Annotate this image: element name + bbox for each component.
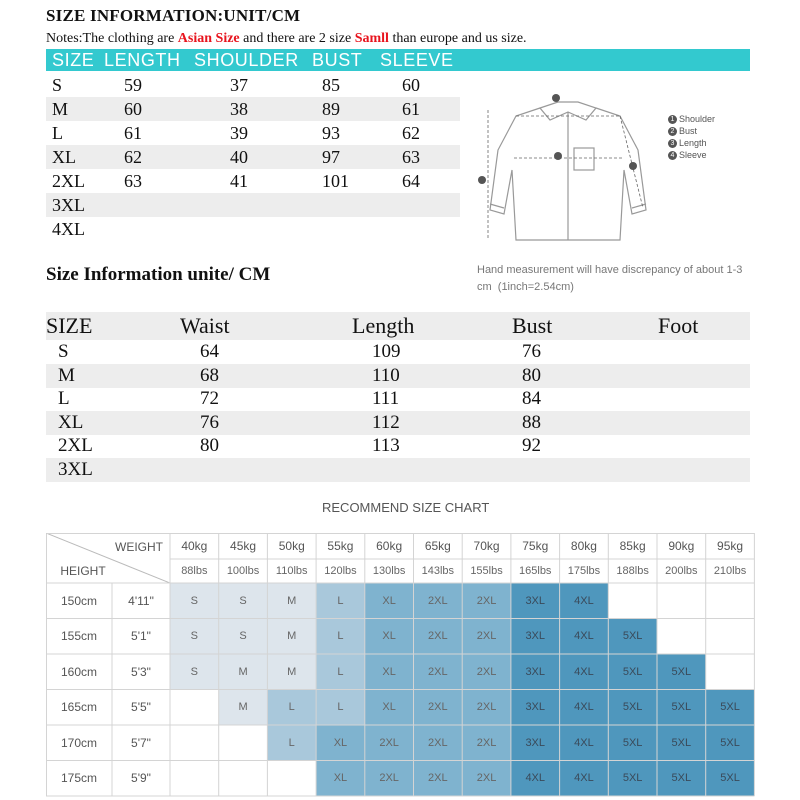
size-cell: 2XL	[414, 690, 463, 726]
height-ft-label: 5'1"	[131, 629, 151, 644]
size-cell	[657, 619, 706, 655]
size-cell: 4XL	[511, 761, 560, 797]
weight-label: WEIGHT	[115, 540, 163, 554]
size-value: 41	[230, 171, 248, 191]
size-cell: M	[219, 654, 268, 690]
legend-sleeve: 4 Sleeve	[668, 150, 707, 160]
size-cell: L	[267, 725, 316, 761]
size-cell: 3XL	[511, 619, 560, 655]
size-cell: 5XL	[657, 654, 706, 690]
size-label: S	[52, 75, 63, 95]
size-table-header	[46, 49, 750, 71]
size-value: 60	[402, 75, 420, 95]
size-value: 112	[372, 411, 400, 433]
height-ft-label: 5'7"	[131, 735, 151, 750]
size-cell: L	[316, 654, 365, 690]
height-ft-label: 5'9"	[131, 771, 151, 786]
weight-lbs-header: 175lbs	[567, 565, 601, 577]
size-cell: M	[219, 690, 268, 726]
size-cell: 2XL	[414, 654, 463, 690]
header-length: LENGTH	[104, 50, 181, 70]
header-shoulder: SHOULDER	[194, 50, 299, 70]
weight-lbs-header: 200lbs	[665, 565, 698, 577]
size-value: 84	[522, 388, 541, 410]
size-value: 60	[124, 99, 142, 119]
size-cell: M	[267, 654, 316, 690]
shirt-diagram	[468, 90, 668, 250]
size-cell	[219, 761, 268, 797]
header-size: SIZE	[52, 50, 95, 70]
size-cell	[706, 654, 755, 690]
size-cell: XL	[365, 619, 414, 655]
size-cell	[170, 725, 219, 761]
size-row	[46, 169, 460, 193]
size-label: M	[52, 99, 69, 119]
weight-lbs-header: 165lbs	[519, 565, 552, 577]
weight-lbs-header: 210lbs	[713, 565, 747, 577]
weight-lbs-header: 120lbs	[324, 565, 357, 577]
weight-lbs-header: 188lbs	[616, 565, 649, 577]
size-value: 40	[230, 147, 248, 167]
size-cell: XL	[316, 761, 365, 797]
size-cell: 5XL	[657, 725, 706, 761]
weight-kg-header: 55kg	[327, 539, 354, 553]
size-cell	[170, 690, 219, 726]
size-value: 97	[322, 147, 340, 167]
height-ft-label: 4'11"	[128, 593, 154, 608]
size-cell: 2XL	[462, 725, 511, 761]
header-sleeve: SLEEVE	[380, 50, 454, 70]
size-value: 89	[322, 99, 340, 119]
pants-size-row	[46, 411, 750, 435]
size-value: 111	[372, 388, 400, 410]
size-cell: 4XL	[560, 583, 609, 619]
size-cell	[608, 583, 657, 619]
size-cell: 2XL	[462, 619, 511, 655]
size-cell: L	[267, 690, 316, 726]
size-value: 64	[200, 341, 219, 362]
number-three-icon: 3	[668, 139, 677, 148]
size-cell: 3XL	[511, 654, 560, 690]
header-size: SIZE	[46, 313, 93, 338]
weight-lbs-header: 100lbs	[226, 565, 260, 577]
size-cell: XL	[316, 725, 365, 761]
size-cell: 5XL	[706, 690, 755, 726]
size-cell: XL	[365, 583, 414, 619]
size-value: 63	[402, 147, 420, 167]
size-value: 80	[522, 364, 541, 386]
legend-shoulder: 1 Shoulder	[668, 114, 715, 124]
weight-kg-header: 50kg	[278, 539, 305, 553]
height-cm-label: 150cm	[60, 593, 98, 608]
header-bust: Bust	[512, 313, 553, 338]
recommend-size-grid	[46, 533, 754, 796]
size-label: 2XL	[58, 435, 93, 457]
size-cell: S	[170, 583, 219, 619]
notes-text: Notes:The clothing are Asian Size and there are 2 size Samll than europe and us size.	[46, 31, 527, 46]
size-value: 72	[200, 388, 219, 410]
size-value: 38	[230, 99, 248, 119]
weight-kg-header: 70kg	[473, 539, 500, 553]
size-value: 68	[200, 364, 219, 386]
size-cell: 2XL	[414, 619, 463, 655]
height-ft-label: 5'5"	[131, 700, 151, 715]
size-cell: S	[219, 619, 268, 655]
size-cell: 5XL	[608, 725, 657, 761]
header-length: Length	[352, 313, 415, 338]
size-cell: M	[267, 583, 316, 619]
pants-size-row	[46, 434, 750, 458]
size-cell: 5XL	[657, 690, 706, 726]
size-value: 61	[124, 123, 142, 143]
height-ft-label: 5'3"	[131, 664, 151, 679]
size-cell: 5XL	[608, 654, 657, 690]
size-cell: 2XL	[365, 761, 414, 797]
legend-bust: 2 Bust	[668, 126, 697, 136]
number-one-icon: 1	[668, 115, 677, 124]
size-label: 3XL	[58, 459, 93, 480]
height-cm-label: 160cm	[60, 664, 98, 679]
size-cell: 3XL	[511, 725, 560, 761]
size-cell	[706, 583, 755, 619]
size-cell: 5XL	[608, 761, 657, 797]
size-label: 4XL	[52, 219, 85, 239]
number-two-icon: 2	[668, 127, 677, 136]
asian-size-highlight: Asian Size	[177, 31, 240, 46]
small-highlight: Samll	[354, 31, 389, 46]
size-cell: 2XL	[365, 725, 414, 761]
size-label: L	[52, 123, 63, 143]
header-bust: BUST	[312, 50, 363, 70]
size-cell: 4XL	[560, 619, 609, 655]
header-waist: Waist	[180, 313, 230, 338]
height-cm-label: 170cm	[60, 735, 98, 750]
size-value: 92	[522, 435, 541, 457]
height-cm-label: 165cm	[60, 700, 98, 715]
size-cell: S	[170, 619, 219, 655]
pants-size-row	[46, 387, 750, 411]
height-cm-label: 155cm	[60, 629, 98, 644]
weight-kg-header: 65kg	[424, 539, 451, 553]
size-cell: 4XL	[560, 725, 609, 761]
pants-size-row	[46, 364, 750, 388]
size-cell: 5XL	[608, 690, 657, 726]
pants-table-header	[46, 312, 750, 340]
size-label: 2XL	[52, 171, 85, 191]
size-info-unite-title: Size Information unite/ CM	[46, 264, 271, 285]
size-cell: 2XL	[462, 654, 511, 690]
size-value: 59	[124, 75, 142, 95]
size-cell: S	[219, 583, 268, 619]
size-value: 39	[230, 123, 248, 143]
size-cell: S	[170, 654, 219, 690]
recommend-chart-title: RECOMMEND SIZE CHART	[322, 500, 490, 515]
size-label: XL	[52, 147, 76, 167]
height-label: HEIGHT	[60, 564, 106, 578]
size-value: 113	[372, 435, 400, 457]
size-value: 62	[402, 123, 420, 143]
height-cm-label: 175cm	[60, 771, 98, 786]
size-cell: 2XL	[462, 761, 511, 797]
size-cell: 5XL	[657, 761, 706, 797]
size-cell: L	[316, 583, 365, 619]
size-value: 80	[200, 435, 219, 457]
size-cell: XL	[365, 690, 414, 726]
weight-kg-header: 95kg	[717, 539, 744, 553]
weight-kg-header: 90kg	[668, 539, 695, 553]
size-cell: 2XL	[414, 761, 463, 797]
weight-kg-header: 75kg	[522, 539, 549, 553]
size-cell: 3XL	[511, 690, 560, 726]
size-info-title: SIZE INFORMATION:UNIT/CM	[46, 6, 301, 25]
weight-lbs-header: 130lbs	[372, 565, 406, 577]
number-four-icon: 4	[668, 151, 677, 160]
size-label: XL	[58, 411, 84, 433]
size-row	[46, 193, 460, 217]
size-cell: 4XL	[560, 654, 609, 690]
size-cell: 2XL	[462, 690, 511, 726]
size-cell: 2XL	[414, 583, 463, 619]
size-value: 37	[230, 75, 248, 95]
pants-size-row	[46, 458, 750, 482]
pants-size-row	[46, 340, 750, 364]
size-cell	[170, 761, 219, 797]
size-label: S	[58, 341, 69, 362]
size-cell	[219, 725, 268, 761]
size-cell: M	[267, 619, 316, 655]
size-cell	[267, 761, 316, 797]
size-cell: XL	[365, 654, 414, 690]
weight-lbs-header: 88lbs	[181, 565, 208, 577]
size-cell	[657, 583, 706, 619]
size-row	[46, 145, 460, 169]
weight-kg-header: 85kg	[619, 539, 646, 553]
size-value: 64	[402, 171, 420, 191]
size-label: L	[58, 388, 70, 410]
size-value: 76	[200, 411, 219, 433]
size-value: 61	[402, 99, 420, 119]
size-value: 76	[522, 341, 541, 362]
hand-measurement-note: Hand measurement will have discrepancy of about 1-3 cm (1inch=2.54cm)	[477, 264, 743, 293]
size-row	[46, 217, 460, 241]
size-row	[46, 73, 460, 97]
size-value: 109	[372, 341, 401, 362]
size-cell: L	[316, 619, 365, 655]
size-cell: 5XL	[608, 619, 657, 655]
size-row	[46, 97, 460, 121]
weight-kg-header: 40kg	[181, 539, 208, 553]
size-value: 85	[322, 75, 340, 95]
weight-kg-header: 60kg	[376, 539, 403, 553]
header-foot: Foot	[658, 313, 699, 338]
size-value: 110	[372, 364, 400, 386]
weight-kg-header: 80kg	[570, 539, 597, 553]
size-cell: 2XL	[414, 725, 463, 761]
weight-kg-header: 45kg	[230, 539, 257, 553]
size-cell: 3XL	[511, 583, 560, 619]
size-value: 101	[322, 171, 349, 191]
size-label: 3XL	[52, 195, 85, 215]
size-cell: 4XL	[560, 761, 609, 797]
size-value: 62	[124, 147, 142, 167]
size-value: 63	[124, 171, 142, 191]
size-cell: 5XL	[706, 761, 755, 797]
size-value: 93	[322, 123, 340, 143]
size-label: M	[58, 364, 75, 386]
weight-lbs-header: 110lbs	[275, 565, 308, 577]
size-cell: 5XL	[706, 725, 755, 761]
size-cell: 4XL	[560, 690, 609, 726]
weight-lbs-header: 155lbs	[470, 565, 503, 577]
size-value: 88	[522, 411, 541, 433]
size-cell: 2XL	[462, 583, 511, 619]
weight-lbs-header: 143lbs	[421, 565, 455, 577]
legend-length: 3 Length	[668, 138, 707, 148]
size-cell	[706, 619, 755, 655]
size-cell: L	[316, 690, 365, 726]
size-row	[46, 121, 460, 145]
